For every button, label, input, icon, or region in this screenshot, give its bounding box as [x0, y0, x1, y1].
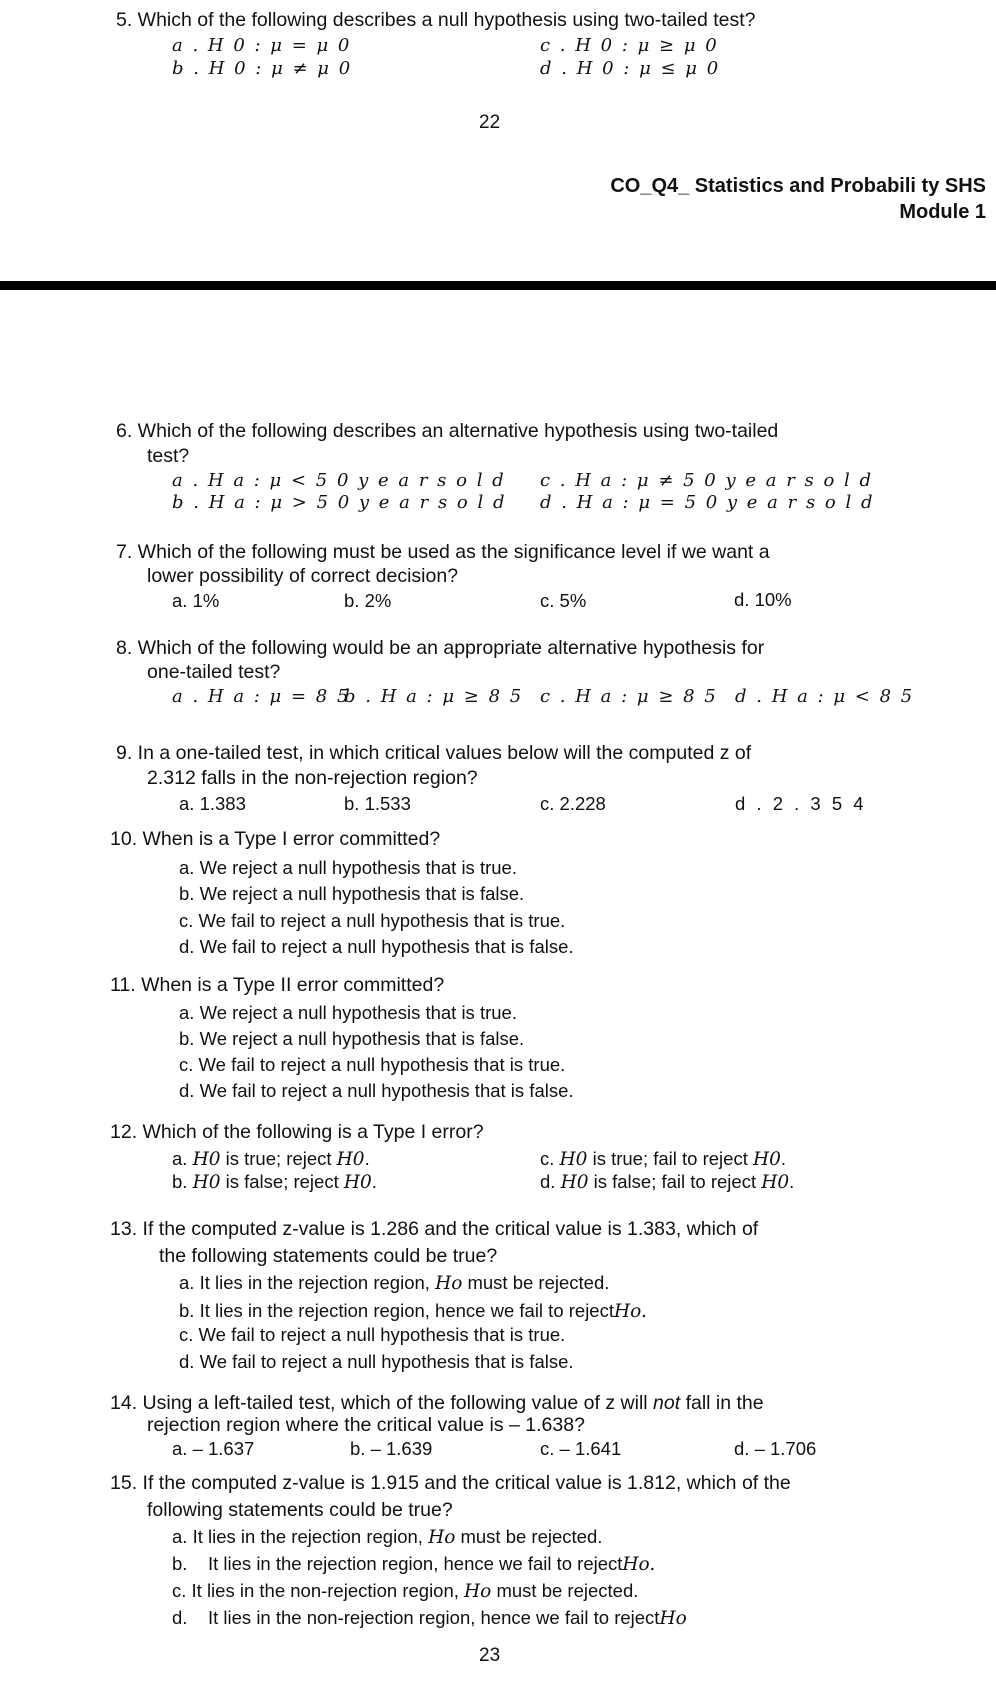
question-11: 11. When is a Type II error committed?	[110, 974, 445, 996]
q11-option-b: b. We reject a null hypothesis that is false.	[179, 1028, 525, 1049]
q9-option-b: b. 1.533	[344, 793, 411, 814]
q8-option-c: c . H a : μ ≥ 8 5	[540, 686, 718, 707]
q5-option-a: a . H 0 : μ = μ 0	[172, 35, 352, 56]
module-header-module: Module 1	[899, 201, 986, 223]
q6-option-d: d . H a : μ = 5 0 y e a r s o l d	[540, 492, 875, 513]
q7-option-d: d. 10%	[734, 589, 792, 610]
q5-option-b: b . H 0 : μ ≠ μ 0	[172, 58, 353, 79]
q6-option-a: a . H a : μ < 5 0 y e a r s o l d	[172, 470, 506, 491]
question-7-line2: lower possibility of correct decision?	[147, 565, 459, 587]
q14-option-c: c. – 1.641	[540, 1438, 622, 1459]
question-6-line1: 6. Which of the following describes an alternative hypothesis using two-tailed	[116, 420, 779, 442]
q12-option-c: c. H0 is true; fail to reject H0.	[540, 1148, 787, 1170]
q8-option-b: b . H a : μ ≥ 8 5	[344, 686, 524, 707]
page-number-22: 22	[479, 112, 501, 133]
q5-option-d: d . H 0 : μ ≤ μ 0	[540, 58, 721, 79]
q6-option-b: b . H a : μ > 5 0 y e a r s o l d	[172, 492, 507, 513]
q9-option-d: d . 2 . 3 5 4	[735, 793, 867, 814]
q10-option-d: d. We fail to reject a null hypothesis that is false.	[179, 936, 574, 957]
module-header-title: CO_Q4_ Statistics and Probabili ty SHS	[610, 175, 986, 197]
q10-option-c: c. We fail to reject a null hypothesis that is true.	[179, 910, 566, 931]
question-5: 5. Which of the following describes a null hypothesis using two-tailed test?	[116, 9, 756, 31]
q13-option-b: b. It lies in the rejection region, hence we fail to rejectHo.	[179, 1300, 647, 1322]
q9-option-a: a. 1.383	[179, 793, 246, 814]
q6-option-c: c . H a : μ ≠ 5 0 y e a r s o l d	[540, 470, 874, 491]
question-9-line2: 2.312 falls in the non-rejection region?	[147, 767, 478, 789]
question-15-line1: 15. If the computed z-value is 1.915 and the critical value is 1.812, which of the	[110, 1472, 791, 1494]
question-10: 10. When is a Type I error committed?	[110, 828, 441, 850]
q9-option-c: c. 2.228	[540, 793, 606, 814]
q7-option-a: a. 1%	[172, 590, 220, 611]
question-12: 12. Which of the following is a Type I error?	[110, 1121, 484, 1143]
q8-option-d: d . H a : μ < 8 5	[735, 686, 915, 707]
q14-option-a: a. – 1.637	[172, 1438, 255, 1459]
question-7-line1: 7. Which of the following must be used as the significance level if we want a	[116, 541, 770, 563]
q10-option-b: b. We reject a null hypothesis that is false.	[179, 883, 525, 904]
question-15-line2: following statements could be true?	[147, 1499, 453, 1521]
q12-option-d: d. H0 is false; fail to reject H0.	[540, 1171, 795, 1193]
page-divider	[0, 281, 996, 290]
question-14-line1: 14. Using a left-tailed test, which of the following value of z will not fall in the	[110, 1392, 764, 1414]
q7-option-b: b. 2%	[344, 590, 392, 611]
q10-option-a: a. We reject a null hypothesis that is true.	[179, 857, 517, 878]
q15-option-b: b. It lies in the rejection region, hence we fail to rejectHo.	[172, 1553, 656, 1575]
q11-option-a: a. We reject a null hypothesis that is true.	[179, 1002, 517, 1023]
q8-option-a: a . H a : μ = 8 5	[172, 686, 351, 707]
q15-option-c: c. It lies in the non-rejection region, Ho must be rejected.	[172, 1580, 639, 1602]
q13-option-a: a. It lies in the rejection region, Ho must be rejected.	[179, 1272, 610, 1294]
question-9-line1: 9. In a one-tailed test, in which critical values below will the computed z of	[116, 742, 752, 764]
q13-option-c: c. We fail to reject a null hypothesis that is true.	[179, 1324, 566, 1345]
q7-option-c: c. 5%	[540, 590, 587, 611]
page-number-23: 23	[479, 1645, 501, 1666]
q14-option-d: d. – 1.706	[734, 1438, 817, 1459]
question-13-line2: the following statements could be true?	[159, 1245, 498, 1267]
q11-option-c: c. We fail to reject a null hypothesis that is true.	[179, 1054, 566, 1075]
question-8-line2: one-tailed test?	[147, 661, 281, 683]
q12-option-a: a. H0 is true; reject H0.	[172, 1148, 370, 1170]
q12-option-b: b. H0 is false; reject H0.	[172, 1171, 377, 1193]
q14-option-b: b. – 1.639	[350, 1438, 433, 1459]
q13-option-d: d. We fail to reject a null hypothesis that is false.	[179, 1351, 574, 1372]
question-14-line2: rejection region where the critical value is – 1.638?	[147, 1414, 585, 1436]
q15-option-a: a. It lies in the rejection region, Ho must be rejected.	[172, 1526, 603, 1548]
q5-option-c: c . H 0 : μ ≥ μ 0	[540, 35, 719, 56]
question-8-line1: 8. Which of the following would be an appropriate alternative hypothesis for	[116, 637, 765, 659]
question-13-line1: 13. If the computed z-value is 1.286 and the critical value is 1.383, which of	[110, 1218, 759, 1240]
question-6-line2: test?	[147, 445, 190, 467]
q11-option-d: d. We fail to reject a null hypothesis that is false.	[179, 1080, 574, 1101]
q15-option-d: d. It lies in the non-rejection region, hence we fail to rejectHo	[172, 1607, 687, 1629]
